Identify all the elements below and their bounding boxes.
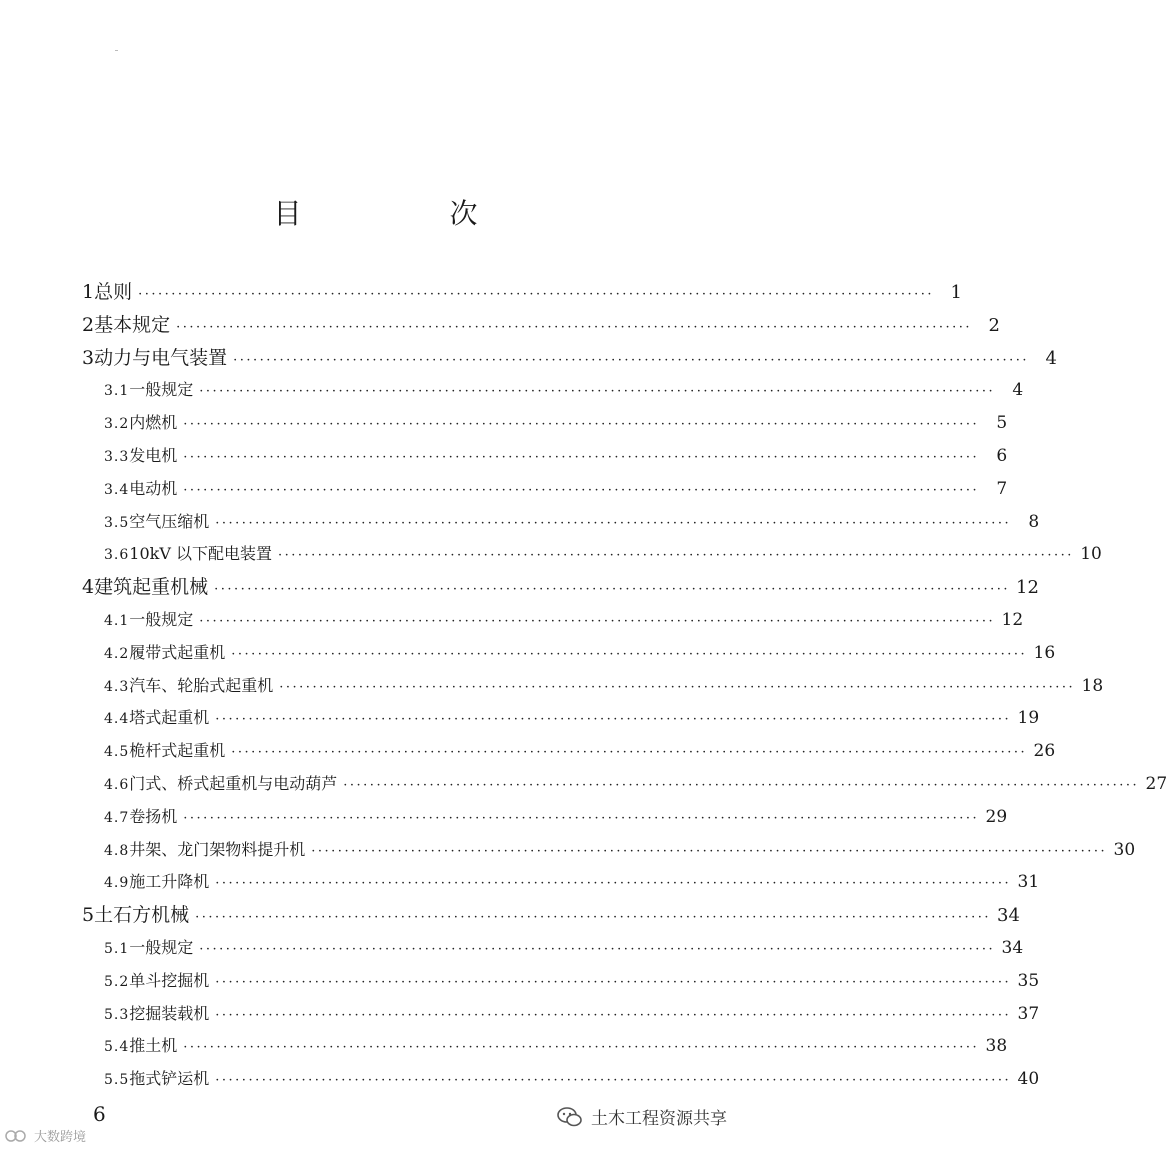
dot-leader: ························································································································ [215,712,1012,728]
toc-entry [80,866,1040,899]
toc-entry-number: 4.2 [104,645,130,662]
toc-entry [80,1063,1040,1096]
toc-entry-title: 单斗挖掘机 [129,970,210,990]
toc-entry-number: 3.5 [104,514,130,531]
toc-entry-page: 12 [1001,609,1024,630]
toc-entry-title: 推土机 [129,1036,178,1056]
toc-entry-title: 塔式起重机 [129,708,210,728]
toc-entry-number: 4.4 [104,711,130,728]
toc-entry-page: 2 [988,314,1000,336]
dot-leader: ························································································································ [176,319,972,335]
toc-entry-page: 29 [985,806,1008,827]
toc-entry-page: 7 [996,478,1008,499]
toc-entry-number: 4.1 [104,612,130,629]
dot-leader: ························································································································ [214,582,1010,598]
toc-entry-number: 4.7 [104,809,130,826]
table-of-contents [80,276,1167,1096]
toc-entry-title: 汽车、轮胎式起重机 [129,675,274,695]
toc-entry-number: 3.3 [104,448,130,465]
toc-entry [80,1030,1008,1063]
toc-entry-number: 4 [82,576,95,599]
toc-entry-page: 35 [1017,970,1040,991]
dot-leader: ························································································································ [199,613,996,629]
toc-entry [80,834,1136,867]
page-title: 目 次 [273,197,538,230]
toc-entry [80,604,1024,637]
toc-entry-title: 建筑起重机械 [94,576,209,599]
toc-entry-number: 4.5 [104,744,130,761]
toc-entry-title: 基本规定 [94,313,171,336]
toc-entry-title: 一般规定 [129,609,194,629]
toc-entry-page: 37 [1017,1003,1040,1024]
toc-entry-title: 井架、龙门架物料提升机 [129,839,306,859]
toc-entry-page: 4 [1045,347,1057,369]
toc-entry [80,998,1040,1031]
toc-entry-page: 34 [1001,937,1024,958]
toc-entry [80,670,1104,703]
toc-entry [80,637,1056,670]
toc-entry-page: 40 [1017,1069,1040,1090]
toc-entry-number: 3 [82,346,95,369]
dot-leader: ························································································································ [183,482,980,498]
watermark-left-text: 大数跨境 [34,1130,87,1145]
toc-entry-page: 6 [996,445,1008,466]
toc-entry-title: 挖掘装载机 [129,1003,210,1023]
toc-entry [80,473,1008,506]
toc-entry-title: 一般规定 [129,937,194,957]
dot-leader: ························································································································ [215,515,1012,531]
dot-leader: ························································································································ [343,777,1140,793]
toc-entry-title: 履带式起重机 [129,642,226,662]
logo-icon [4,1129,30,1143]
toc-entry-number: 1 [82,281,95,303]
toc-entry [80,768,1167,801]
toc-entry-title: 电动机 [129,478,178,498]
wechat-icon [557,1106,583,1128]
toc-entry-title: 拖式铲运机 [129,1069,210,1089]
toc-entry-title: 门式、桥式起重机与电动葫芦 [129,773,338,793]
toc-entry [80,440,1008,473]
toc-entry-page: 26 [1033,741,1056,762]
scan-speck [115,50,118,51]
toc-entry-page: 38 [985,1036,1008,1057]
toc-entry [80,801,1008,834]
toc-entry-number: 5.3 [104,1006,130,1023]
toc-entry [80,342,1057,375]
toc-entry-page: 27 [1145,773,1167,794]
toc-entry-page: 31 [1017,872,1040,893]
dot-leader: ························································································································ [277,548,1074,564]
dot-leader: ························································································································ [231,745,1028,761]
dot-leader: ························································································································ [195,910,991,926]
toc-entry-title: 发电机 [129,445,178,465]
dot-leader: ························································································································ [183,417,980,433]
toc-entry [80,735,1056,768]
toc-entry-title: 施工升降机 [129,872,210,892]
page-number: 6 [93,1102,106,1126]
toc-entry-number: 5.4 [104,1039,130,1056]
toc-entry-number: 3.6 [104,547,130,564]
dot-leader: ························································································································ [231,646,1028,662]
toc-entry-number: 3.4 [104,481,130,498]
dot-leader: ························································································································ [199,384,996,400]
toc-entry [80,932,1024,965]
toc-entry-title: 桅杆式起重机 [129,741,226,761]
toc-entry-number: 4.6 [104,776,130,793]
toc-entry-title: 一般规定 [129,380,194,400]
toc-entry-number: 5 [82,904,95,927]
toc-entry-number: 3.1 [104,383,130,400]
toc-entry [80,571,1039,604]
toc-entry [80,702,1040,735]
dot-leader: ························································································································ [183,1040,980,1056]
dot-leader: ························································································································ [311,843,1108,859]
toc-entry-number: 4.9 [104,875,130,892]
toc-entry-number: 5.2 [104,973,130,990]
toc-entry [80,538,1102,571]
toc-entry-page: 5 [996,413,1008,434]
toc-entry-page: 18 [1081,675,1104,696]
dot-leader: ························································································································ [279,679,1076,695]
toc-entry-page: 10 [1080,544,1102,565]
toc-entry-page: 12 [1016,577,1039,599]
dot-leader: ························································································································ [183,449,980,465]
dot-leader: ························································································································ [215,1007,1012,1023]
toc-entry [80,407,1008,440]
toc-entry [80,276,962,309]
toc-entry-title: 动力与电气装置 [94,346,228,369]
toc-entry-title: 总则 [94,281,133,303]
watermark-left [4,1126,86,1145]
toc-entry-number: 3.2 [104,416,130,433]
toc-entry-number: 5.1 [104,940,130,957]
watermark-right [557,1104,727,1129]
toc-entry-page: 4 [1012,380,1024,401]
toc-entry-page: 34 [997,905,1020,927]
dot-leader: ························································································································ [183,810,980,826]
toc-entry-number: 5.5 [104,1072,130,1089]
toc-entry [80,309,1000,342]
toc-entry-title: 卷扬机 [129,806,178,826]
toc-entry-title: 空气压缩机 [129,511,210,531]
toc-entry-title: 土石方机械 [94,904,190,927]
dot-leader: ························································································································ [215,974,1012,990]
toc-entry-page: 19 [1017,708,1040,729]
dot-leader: ························································································································ [199,941,996,957]
toc-entry-page: 1 [950,282,962,303]
toc-entry-title: 内燃机 [129,413,178,433]
toc-entry [80,899,1020,932]
toc-entry [80,506,1040,539]
toc-entry-number: 4.8 [104,842,130,859]
toc-entry-page: 30 [1113,839,1136,860]
toc-entry-page: 8 [1028,511,1040,532]
dot-leader: ························································································································ [215,876,1012,892]
toc-entry [80,965,1040,998]
toc-entry-title: 10kV 以下配电装置 [129,544,272,564]
toc-entry [80,374,1024,407]
toc-entry-number: 2 [82,313,95,336]
dot-leader: ························································································································ [215,1073,1012,1089]
toc-entry-page: 16 [1033,642,1056,663]
dot-leader: ························································································································ [138,287,934,302]
watermark-right-text: 土木工程资源共享 [591,1109,727,1129]
dot-leader: ························································································································ [233,352,1029,368]
toc-entry-number: 4.3 [104,678,130,695]
